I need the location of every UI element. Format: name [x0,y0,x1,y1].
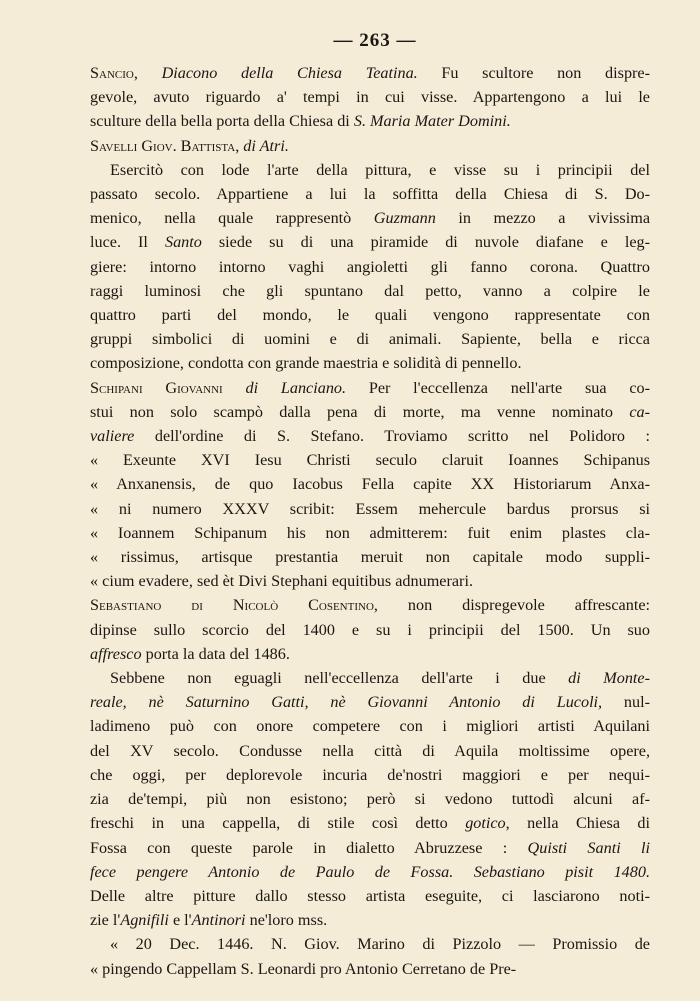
text-run: Diacono della Chiesa Teatina. [161,64,418,82]
text-run: in mezzo a vivissima [435,209,650,228]
text-run: valiere [90,427,135,446]
text-run: di Monte- [568,669,650,688]
text-run: ladimeno può con onore competere con i migliori artisti Aquilani [90,717,650,736]
page-text [90,61,650,981]
text-run: Fu scultore non dispre- [417,64,650,82]
text-line [90,182,650,206]
text-line [90,230,650,254]
text-line [90,85,650,109]
text-run: nul- [602,693,650,712]
paragraph [90,376,650,594]
text-line [90,303,650,327]
paragraph [90,593,650,666]
text-line [90,811,650,835]
text-run: Santo [164,233,202,252]
text-run: gevole, avuto riguardo a' tempi in cui visse. Appartengono a lui le [90,88,650,107]
text-run: quattro parti del mondo, le quali vengono rappresentate con [90,306,650,325]
paragraph [90,932,650,980]
text-line [90,351,650,375]
text-line [90,739,650,763]
text-run: reale, nè Saturnino Gatti, nè Giovanni Antonio di Lucoli, [90,693,603,712]
text-run: « cium evadere, sed èt Divi Stephani equitibus adnumerari. [90,572,473,591]
text-run: Guzmann [373,209,436,228]
text-run: « 20 Dec. 1446. N. Giov. Marino di Pizzolo — Promissio de [110,935,650,954]
text-run: affresco [90,644,142,663]
text-line [90,569,650,593]
text-line [90,279,650,303]
text-run [138,64,162,82]
text-line [90,400,650,424]
text-run: di Atri. [243,136,289,155]
text-run: Per l'eccellenza nell'arte sua co- [346,378,650,397]
text-line [90,787,650,811]
text-run: dell'ordine di S. Stefano. Troviamo scritto nel Polidoro : [134,427,650,446]
text-run: sculture della bella porta della Chiesa di [90,112,354,131]
text-run: composizione, condotta con grande maestria e solidità di pennello. [90,354,522,373]
text-run: non dispregevole affrescante: [377,596,651,615]
text-line [90,109,650,133]
page-number: — 263 — [333,30,417,51]
text-run: giere: intorno intorno vaghi angioletti gli fanno corona. Quattro [90,257,650,276]
text-run: « Exeunte XVI Iesu Christi seculo claruit Ioannes Schipanus [90,451,650,470]
text-line [90,932,650,956]
text-line [90,206,650,230]
text-line [90,908,650,932]
text-run: che oggi, per deplorevole incuria de'nostri maggiori e per nequi- [90,765,650,784]
text-run: gruppi simbolici di uomini e di animali. Sapiente, bella e ricca [90,330,650,349]
text-run: ca- [629,402,650,421]
text-run: fece pengere Antonio de Paulo de Fossa. Sebastiano pisit 1480. [90,862,650,881]
text-run: « Anxanensis, de quo Iacobus Fella capite XX Historiarum Anxa- [90,475,650,494]
text-run: Sebbene non eguagli nell'eccellenza dell'arte i due [110,669,569,688]
text-line [90,618,650,642]
text-run: Delle altre pitture dallo stesso artista eseguite, ci lasciarono noti- [90,886,650,905]
text-line [90,763,650,787]
text-run: menico, nella quale rappresentò [90,209,374,228]
paragraph [90,158,650,376]
text-line [90,860,650,884]
text-line [90,61,650,85]
text-line [90,593,650,617]
text-run: e l' [168,911,192,930]
text-line [90,666,650,690]
text-run: gotico, [465,814,510,833]
text-line [90,255,650,279]
text-run: « pingendo Cappellam S. Leonardi pro Antonio Cerretano de Pre- [90,959,517,978]
text-run: « Ioannem Schipanum his non admitterem: fuit enim plastes cla- [90,523,650,542]
text-run: Fossa con queste parole in dialetto Abruzzese : [90,838,528,857]
paragraph [90,134,650,158]
text-run: Sebastiano di Nicolò Cosentino, [90,596,378,615]
text-run: stui non solo scampò dalla pena di morte, ma venne nominato [90,402,630,421]
text-run: siede su di una piramide di nuvole diafane e leg- [201,233,650,252]
text-line [90,690,650,714]
text-line [90,545,650,569]
text-line [90,376,650,400]
text-run: zie l' [90,911,121,930]
text-line [90,424,650,448]
text-run: Schipani Giovanni [90,378,223,397]
text-run: passato secolo. Appartiene a lui la soffitta della Chiesa di S. Do- [90,185,650,204]
text-run: Esercitò con lode l'arte della pittura, e visse su i principii del [110,160,650,179]
text-line [90,327,650,351]
text-run [223,379,246,397]
text-line [90,448,650,472]
text-line [90,642,650,666]
text-line [90,472,650,496]
text-line [90,836,650,860]
text-run: di Lanciano. [245,378,347,397]
text-run: « rissimus, artisque prestantia meruit non capitale modo suppli- [90,548,650,567]
text-run: « ni numero XXXV scribit: Essem mehercule bardus prorsus si [90,499,650,518]
text-run: Agnifili [120,911,169,930]
text-run: Quisti Santi li [527,838,650,857]
text-run: ne'loro mss. [245,911,328,930]
paragraph [90,61,650,134]
text-run: raggi luminosi che gli spuntano dal petto, vanno a colpire le [90,281,650,300]
text-run: freschi in una cappella, di stile così detto [90,814,466,833]
text-line [90,884,650,908]
text-line [90,158,650,182]
paragraph [90,666,650,932]
text-run: S. Maria Mater Domini. [353,112,511,131]
text-run: del XV secolo. Condusse nella città di Aquila moltissime opere, [90,741,650,760]
text-run: Antinori [191,911,246,930]
text-run: porta la data del 1486. [141,644,290,663]
text-run: zia de'tempi, più non esistono; però si vedono tuttodì alcuni af- [90,790,650,809]
text-run: dipinse sullo scorcio del 1400 e su i principii del 1500. Un suo [90,620,650,639]
text-line [90,521,650,545]
text-run: luce. Il [90,233,165,252]
text-run: Sancio, [90,64,138,82]
text-line [90,497,650,521]
text-line [90,134,650,158]
text-run: Savelli Giov. Battista, [90,136,240,155]
text-line [90,957,650,981]
text-line [90,714,650,738]
text-run: nella Chiesa di [509,814,651,833]
